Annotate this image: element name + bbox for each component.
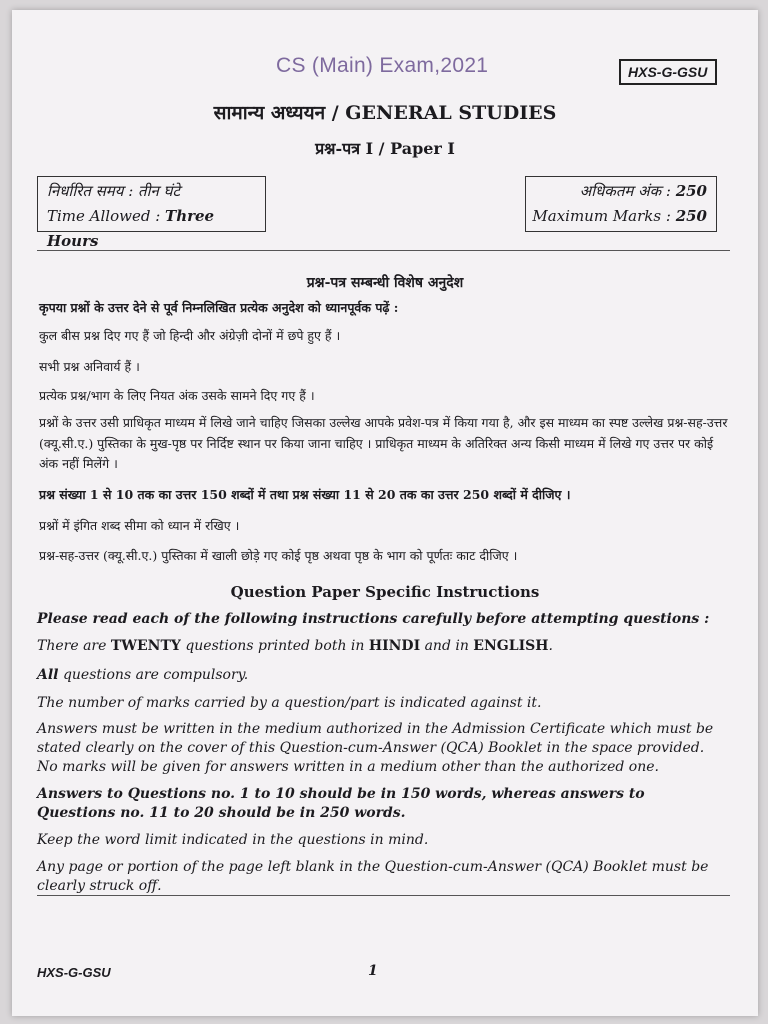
english-item-2-rest: questions are compulsory. — [58, 667, 249, 683]
paper-code-box: HXS-G-GSU — [619, 59, 717, 85]
exam-stamp: CS (Main) Exam,2021 — [276, 54, 489, 77]
hindi-item-4: प्रश्नों के उत्तर उसी प्राधिकृत माध्यम में लिखे जाने चाहिए जिसका उल्लेख आपके प्रवेश-पत्र में किया गया है, और इस माध्यम का स्पष्ट उल्लेख प्रश्न-सह-उत्तर (क्यू.सी.ए.) पुस्तिका के मुख-पृष्ठ पर निर्दिष्ट स्थान पर किया जाना चाहिए । प्राधिकृत माध्यम के अतिरिक्त अन्य किसी माध्यम में लिखे गए उत्तर पर कोई अंक नहीं मिलेंगे । — [39, 415, 728, 471]
marks-hindi — [526, 179, 707, 204]
english-item-1-count: TWENTY — [110, 638, 181, 654]
english-item-1 — [37, 637, 727, 656]
marks-hindi-value: 250 — [675, 182, 707, 200]
english-item-3: The number of marks carried by a question/part is indicated against it. — [37, 695, 542, 711]
footer-paper-code: HXS-G-GSU — [37, 965, 111, 980]
hindi-instructions-heading: प्रश्न-पत्र सम्बन्धी विशेष अनुदेश — [306, 275, 464, 291]
marks-english — [526, 204, 707, 229]
english-item-7: Any page or portion of the page left blank in the Question-cum-Answer (QCA) Booklet must be clearly struck off. — [37, 859, 709, 894]
marks-english-label: Maximum Marks : — [532, 207, 676, 225]
english-item-1-part-c: questions printed both in — [180, 638, 369, 654]
page-number: 1 — [368, 963, 378, 979]
english-instructions-heading: Question Paper Specific Instructions — [230, 583, 540, 601]
hindi-lead: कृपया प्रश्नों के उत्तर देने से पूर्व निम्नलिखित प्रत्येक अनुदेश को ध्यानपूर्वक पढ़ें : — [39, 300, 399, 315]
maximum-marks-box — [525, 176, 717, 232]
english-item-6: Keep the word limit indicated in the questions in mind. — [37, 832, 429, 848]
english-item-5: Answers to Questions no. 1 to 10 should be in 150 words, whereas answers to Questions no. 11 to 20 should be in 250 words. — [37, 786, 645, 821]
divider-bottom — [37, 895, 730, 896]
english-item-1-english: ENGLISH — [473, 638, 549, 654]
paper-title: सामान्य अध्ययन / GENERAL STUDIES — [213, 102, 557, 124]
hindi-item-1: कुल बीस प्रश्न दिए गए हैं जो हिन्दी और अंग्रेज़ी दोनों में छपे हुए हैं । — [39, 328, 341, 343]
english-lead: Please read each of the following instructions carefully before attempting questions : — [37, 611, 710, 627]
time-english-value: Three Hours — [47, 207, 215, 250]
english-item-1-part-g: . — [548, 638, 553, 654]
hindi-item-2: सभी प्रश्न अनिवार्य हैं । — [39, 359, 140, 374]
time-hindi: निर्धारित समय : तीन घंटे — [47, 182, 181, 200]
english-item-1-hindi: HINDI — [368, 638, 421, 654]
marks-hindi-label: अधिकतम अंक : — [579, 182, 676, 200]
hindi-item-5: प्रश्न संख्या 1 से 10 तक का उत्तर 150 शब्दों में तथा प्रश्न संख्या 11 से 20 तक का उत्तर 250 शब्दों में दीजिए । — [39, 487, 571, 502]
time-allowed-box — [37, 176, 266, 250]
hindi-item-3: प्रत्येक प्रश्न/भाग के लिए नियत अंक उसके सामने दिए गए हैं । — [39, 388, 315, 403]
english-item-4: Answers must be written in the medium authorized in the Admission Certificate which must be stated clearly on the cover of this Question-cum-Answer (QCA) Booklet in the space provided. No marks will be given for answers written in a medium other than the authorized one. — [37, 721, 714, 775]
exam-paper-page — [12, 10, 758, 1016]
hindi-item-7: प्रश्न-सह-उत्तर (क्यू.सी.ए.) पुस्तिका में खाली छोड़े गए कोई पृष्ठ अथवा पृष्ठ के भाग को पूर्णतः काट दीजिए । — [39, 548, 518, 563]
time-english — [47, 204, 265, 254]
marks-english-value: 250 — [675, 207, 707, 225]
divider-top — [37, 250, 730, 251]
english-item-1-part-a: There are — [37, 638, 111, 654]
paper-subtitle: प्रश्न-पत्र I / Paper I — [315, 139, 455, 158]
english-item-2 — [37, 666, 727, 685]
time-english-label: Time Allowed : — [47, 207, 166, 225]
english-item-2-all: All — [37, 667, 59, 683]
english-item-1-part-e: and in — [420, 638, 474, 654]
hindi-item-6: प्रश्नों में इंगित शब्द सीमा को ध्यान में रखिए । — [39, 518, 240, 533]
